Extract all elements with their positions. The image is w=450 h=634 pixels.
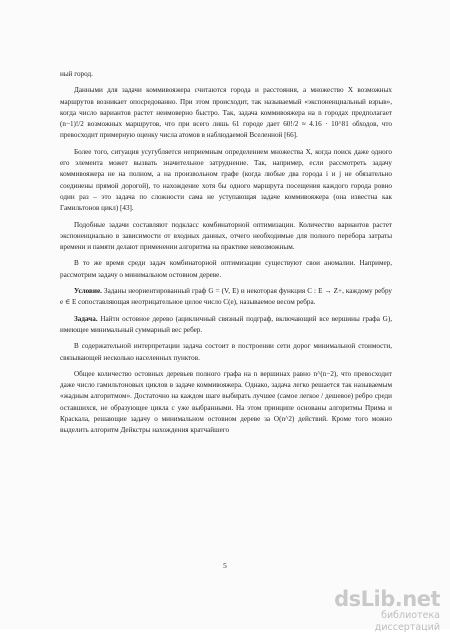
paragraph-task: [60, 314, 392, 337]
paragraph-7: В содержательной интерпретации задача состоит в построении сети дорог минимальной стоимости, связывающей несколько населенных пунктов.: [60, 342, 392, 362]
paragraph-1: Данными для задачи коммивояжера считаются города и расстояния, а множество X возможных маршрутов возникает опосредованно. При этом происходит, так называемый «экспоненциальный взрыв», когда число вариантов растет неимоверно быстро. Так, задача коммивояжера на n городах предполагает (n−1)!/2 возможных маршрутов, что при всего лишь 61 городе дает 60!/2 ≈ 4.16 · 10^81 обходов, что превосходит примерную оценку числа атомов в наблюдаемой Вселенной [66].: [60, 86, 392, 140]
watermark: [328, 587, 440, 633]
condition-label: Условие.: [74, 287, 102, 296]
body-text: [60, 69, 392, 442]
paragraph-8: Общее количество остовных деревьев полного графа на n вершинах равно n^(n−2), что превосходит даже число гамильтоновых циклов в задаче коммивояжера. Однако, задача легко решается так называемым «жадным алгоритмом». Достаточно на каждом шаге выбирать лучшее (самое легкое / дешевое) ребро среди оставшихся, не образующее цикла с уже выбранными. На этом принципе основаны алгоритмы Прима и Краскала, решающие задачу о минимальном остовном дереве за O(n^2) действий. Кроме того можно выделить алгоритм Дейкстры нахождения кратчайшего: [60, 369, 392, 435]
task-text: Найти остовное дерево (ацикличный связный подграф, включающий все вершины графа G), имеющее минимальный суммарный вес ребер.: [60, 314, 392, 334]
paragraph-continuation: ный город.: [60, 70, 93, 78]
condition-text: Заданы неориентированный граф G = (V, E) и некоторая функция C : E → Z+, каждому ребру e ∈ E сопоставляющая неотрицательное целое число C(e), называемое весом ребра.: [60, 287, 392, 307]
watermark-logo: dsLib.net: [334, 587, 440, 611]
paragraph-4: В то же время среди задач комбинаторной оптимизации существуют свои аномалии. Например, рассмотрим задачу о минимальном остовном дереве.: [60, 259, 392, 279]
paragraph-2: Более того, ситуация усугубляется неприемным определением множества X, когда поиск даже одного его элемента может вызвать значительное затруднение. Так, например, если рассмотреть задачу коммивояжера не на полном, а на произвольном графе (когда любые два города i и j не обязательно соединены прямой дорогой), то нахождение хотя бы одного маршрута посещения каждого города ровно один раз – это задача по сложности сама не уступающая задаче коммивояжера (она известна как Гамильтонов цикл) [43].: [60, 147, 392, 213]
watermark-tagline: библиотека диссертаций: [374, 610, 440, 633]
paragraph-condition: [60, 286, 392, 309]
task-label: Задача.: [74, 314, 98, 323]
page-number: 5: [223, 561, 227, 570]
paragraph-3: Подобные задачи составляют подкласс комбинаторной оптимизации. Количество вариантов растет экспоненциально в зависимости от входных данных, отчего необходимые для полного перебора затраты времени и памяти делают применении алгоритма на практике невозможным.: [60, 220, 392, 252]
